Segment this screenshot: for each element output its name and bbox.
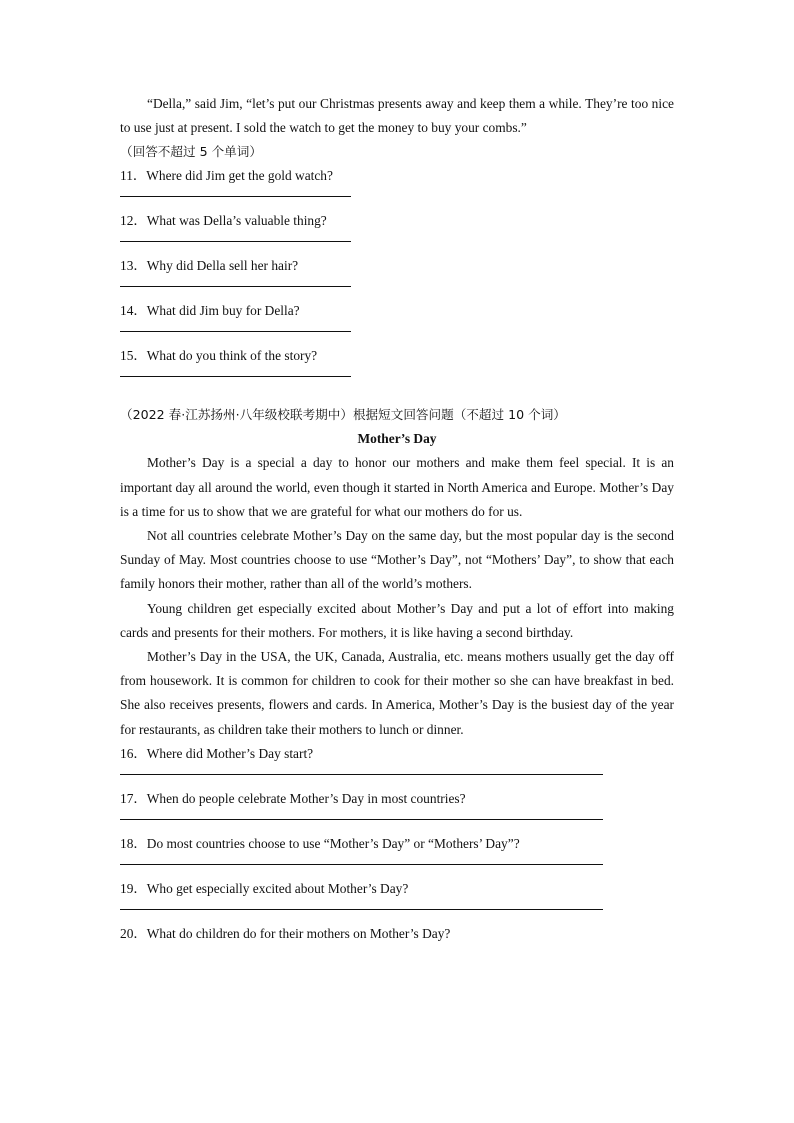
question-18: 18．Do most countries choose to use “Mother’s Day” or “Mothers’ Day”?: [120, 835, 520, 851]
question-19: 19．Who get especially excited about Mother’s Day?: [120, 880, 409, 896]
answer-line-15[interactable]: [120, 376, 351, 377]
content-area: [120, 92, 674, 946]
question-13: 13．Why did Della sell her hair?: [120, 258, 299, 274]
paragraph-2: Not all countries celebrate Mother’s Day on the same day, but the most popular day is the second Sunday of May. Most countries choose to use “Mother’s Day”, not “Mothers’ Day”, to show that each family honors their mother, rather than all of the world’s mothers.: [120, 528, 674, 592]
question-11: 11．Where did Jim get the gold watch?: [120, 168, 333, 184]
answer-line-18[interactable]: [120, 864, 603, 865]
answer-line-14[interactable]: [120, 331, 351, 332]
instruction-1: （回答不超过 5 个单词）: [120, 144, 262, 160]
source-2: （2022 春·江苏扬州·八年级校联考期中）根据短文回答问题（不超过 10 个词）: [120, 407, 566, 423]
answer-line-13[interactable]: [120, 286, 351, 287]
question-12: 12．What was Della’s valuable thing?: [120, 213, 327, 229]
answer-line-19[interactable]: [120, 909, 603, 910]
answer-line-11[interactable]: [120, 196, 351, 197]
question-15: 15．What do you think of the story?: [120, 348, 318, 364]
question-16: 16．Where did Mother’s Day start?: [120, 745, 314, 761]
answer-line-12[interactable]: [120, 241, 351, 242]
paragraph-4: Mother’s Day in the USA, the UK, Canada, Australia, etc. means mothers usually get the day off from housework. It is common for children to cook for their mother so she can have breakfast in bed. She also receives presents, flowers and cards. In America, Mother’s Day is the busiest day of the year for restaurants, as children take their mothers to lunch or dinner.: [120, 649, 674, 737]
question-17: 17．When do people celebrate Mother’s Day in most countries?: [120, 790, 466, 806]
story-end-paragraph: “Della,” said Jim, “let’s put our Christmas presents away and keep them a while. They’re too nice to use just at present. I sold the watch to get the money to buy your combs.”: [120, 96, 674, 136]
question-20: 20．What do children do for their mothers on Mother’s Day?: [120, 925, 451, 941]
answer-line-16[interactable]: [120, 774, 603, 775]
paragraph-3: Young children get especially excited about Mother’s Day and put a lot of effort into making cards and presents for their mothers. For mothers, it is like having a second birthday.: [120, 600, 674, 640]
question-14: 14．What did Jim buy for Della?: [120, 303, 300, 319]
passage-title: Mother’s Day: [357, 431, 437, 447]
answer-line-17[interactable]: [120, 819, 603, 820]
paragraph-1: Mother’s Day is a special a day to honor our mothers and make them feel special. It is an important day all around the world, even though it started in North America and Europe. Mother’s Day is a time for us to show that we are grateful for what our mothers do for us.: [120, 455, 674, 519]
